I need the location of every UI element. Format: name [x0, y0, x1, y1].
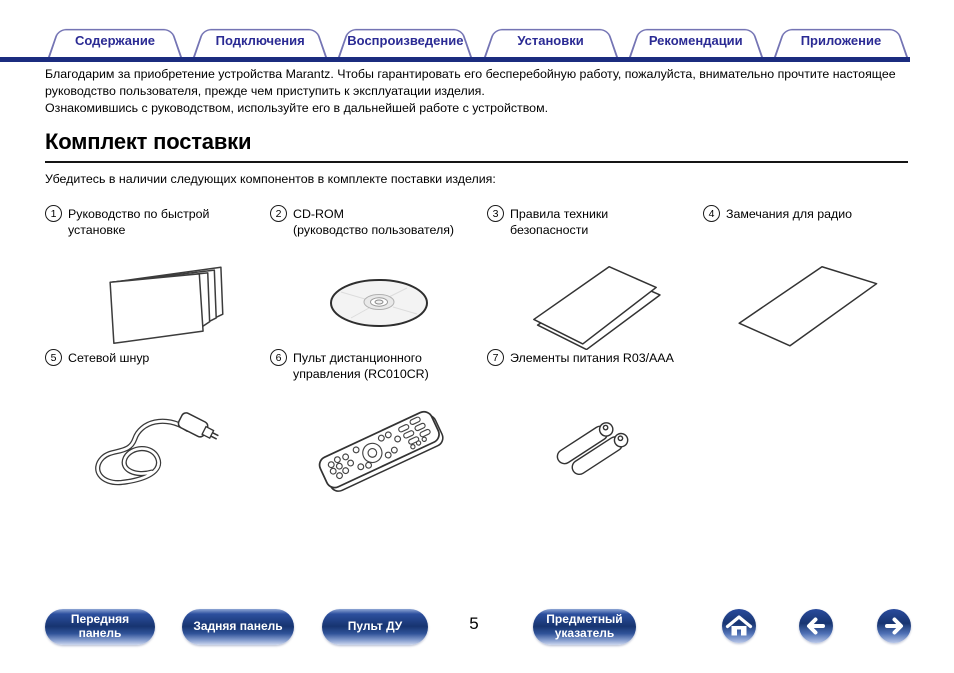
booklet-illustration	[45, 254, 270, 350]
intro-line: Благодарим за приобретение устройства Marantz. Чтобы гарантировать его бесперебойную работу, пожалуйста, внимательно прочтите настоящее руководство пользователя, прежде чем приступить к эксплуатации изделия.	[45, 67, 896, 98]
item-label: 7 Элементы питания R03/AAA	[487, 350, 703, 398]
section-title-rule	[45, 161, 908, 163]
tab-contents[interactable]	[48, 24, 182, 57]
section-lead: Убедитесь в наличии следующих компонентов в комплекте поставки изделия:	[45, 172, 496, 186]
tab-connections[interactable]	[193, 24, 327, 57]
item-cd-rom	[270, 206, 487, 350]
circled-number: 6	[270, 349, 287, 366]
circled-number: 7	[487, 349, 504, 366]
remote-page-button[interactable]: Пульт ДУ	[322, 609, 428, 645]
back-button[interactable]	[799, 609, 833, 643]
item-label: 2 CD-ROM (руководство пользователя)	[270, 206, 487, 254]
item-batteries	[487, 350, 703, 494]
item-radio-notes	[703, 206, 909, 350]
circled-number: 5	[45, 349, 62, 366]
tab-bar	[48, 24, 908, 57]
circled-number: 3	[487, 205, 504, 222]
remote-control-illustration	[270, 398, 487, 494]
batteries-illustration	[487, 398, 703, 494]
home-button[interactable]	[722, 609, 756, 643]
page-content	[45, 66, 911, 494]
arrow-right-icon	[877, 609, 911, 643]
flat-sheet-illustration	[703, 254, 909, 350]
intro-paragraph	[45, 66, 911, 117]
tab-playback[interactable]	[338, 24, 472, 57]
tab-label: Установки	[517, 32, 584, 48]
rear-panel-button[interactable]: Задняя панель	[182, 609, 294, 645]
tab-bar-underline	[0, 57, 910, 62]
tab-label: Подключения	[215, 32, 305, 48]
tab-appendix[interactable]	[774, 24, 908, 57]
tab-tips[interactable]	[629, 24, 763, 57]
tab-label: Воспроизведение	[347, 32, 464, 48]
folded-sheet-illustration	[487, 254, 703, 350]
item-power-cord	[45, 350, 270, 494]
arrow-left-icon	[799, 609, 833, 643]
item-label: 6 Пульт дистанционного управления (RC010CR)	[270, 350, 487, 398]
intro-line: Ознакомившись с руководством, используйте его в дальнейшей работе с устройством.	[45, 101, 549, 115]
cd-rom-illustration	[270, 254, 487, 350]
item-label: 1 Руководство по быстрой установке	[45, 206, 270, 254]
supplied-items-grid	[45, 206, 911, 494]
front-panel-button[interactable]: Передняя панель	[45, 609, 155, 645]
tab-label: Приложение	[800, 32, 882, 48]
home-icon	[722, 609, 756, 643]
section-title: Комплект поставки	[45, 129, 252, 154]
page-number: 5	[469, 614, 479, 633]
item-label: 3 Правила техники безопасности	[487, 206, 703, 254]
power-cord-illustration	[45, 398, 270, 494]
item-quick-start-guide	[45, 206, 270, 350]
tab-label: Рекомендации	[648, 32, 743, 48]
tab-label: Содержание	[74, 32, 156, 48]
forward-button[interactable]	[877, 609, 911, 643]
item-remote-control	[270, 350, 487, 494]
circled-number: 1	[45, 205, 62, 222]
item-label: 5 Сетевой шнур	[45, 350, 270, 398]
circled-number: 4	[703, 205, 720, 222]
tab-settings[interactable]	[484, 24, 618, 57]
item-safety-instructions	[487, 206, 703, 350]
item-label: 4 Замечания для радио	[703, 206, 909, 254]
circled-number: 2	[270, 205, 287, 222]
index-button[interactable]: Предметный указатель	[533, 609, 636, 645]
